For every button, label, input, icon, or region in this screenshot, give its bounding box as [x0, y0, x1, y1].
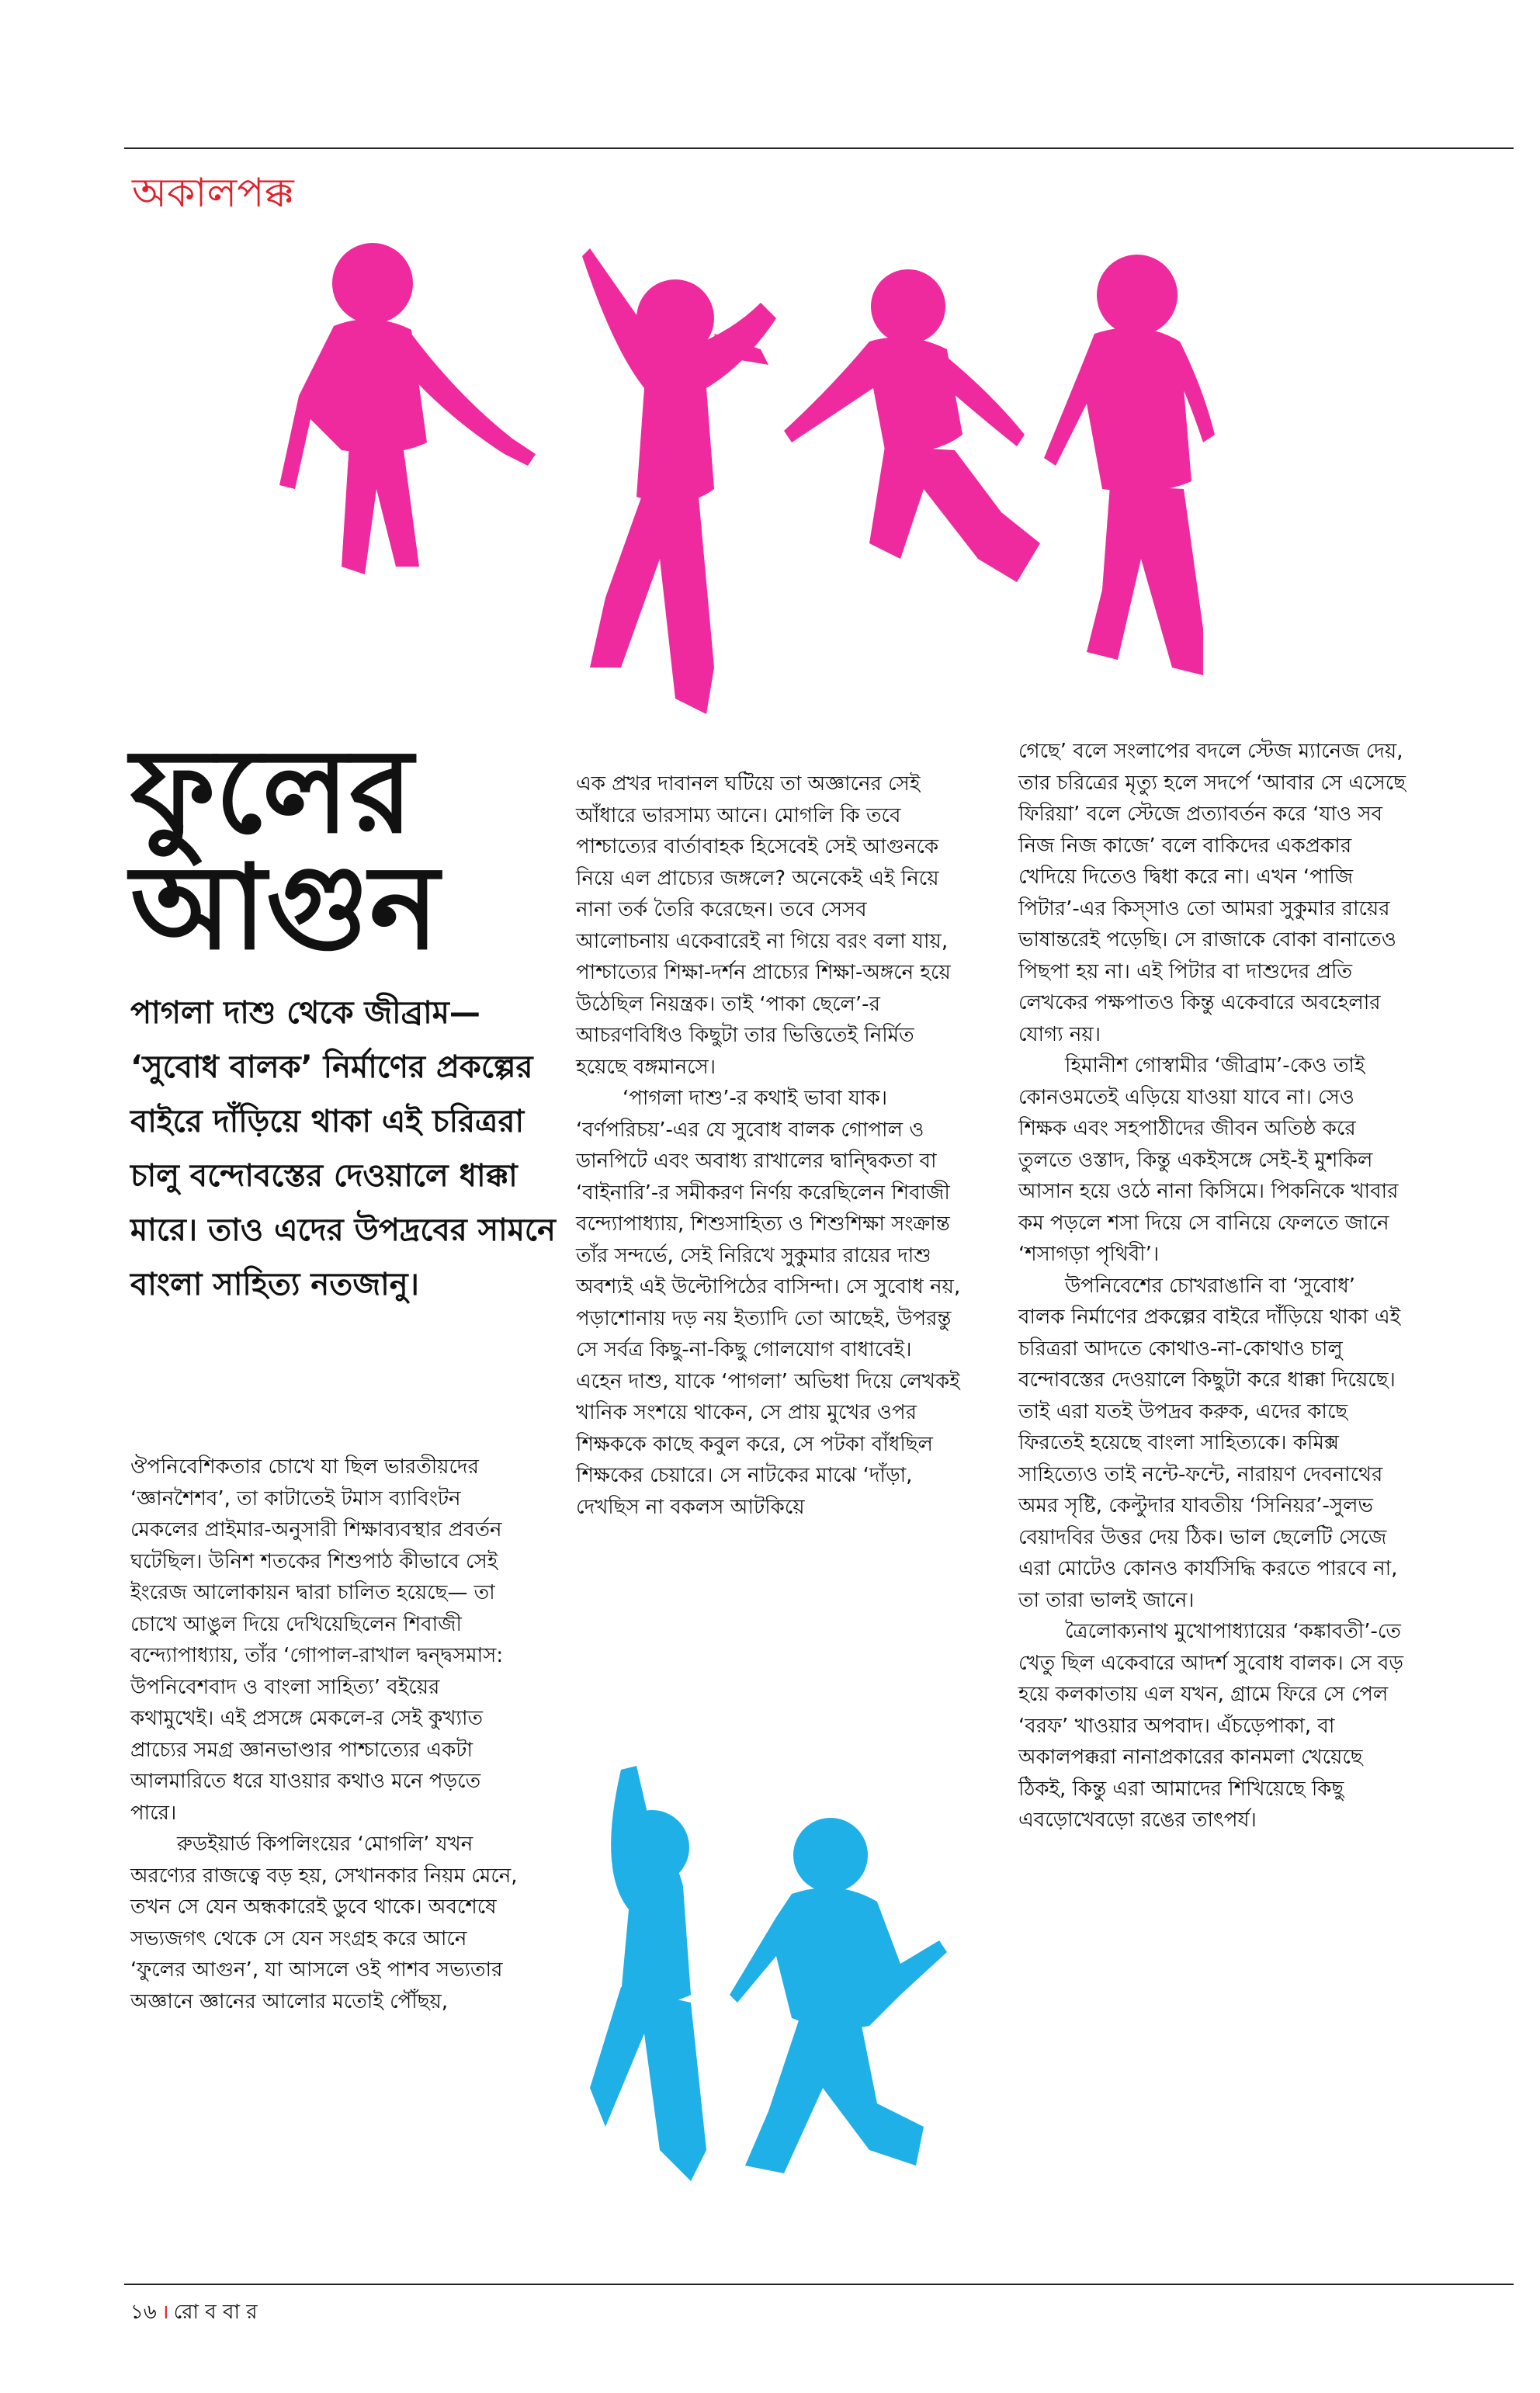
footer-separator: ।: [161, 2301, 169, 2324]
paragraph: রুডইয়ার্ড কিপলিংয়ের ‘মোগলি’ যখন অরণ্যের রাজত্বে বড় হয়, সেখানকার নিয়ম মেনে, তখন সে যেন অন্ধকারেই ডুবে থাকে। অবশেষে সভ্যজগৎ থেকে সে যেন সংগ্রহ করে আনে ‘ফুলের আগুন’, যা আসলে ওই পাশব সভ্যতার অজ্ঞানে জ্ঞানের আলোর মতোই পৌঁছয়,: [130, 1833, 518, 2013]
child-silhouette-1: [279, 243, 536, 574]
article-column-1: [130, 1451, 519, 2017]
jumping-children-blue-illustration: [574, 1762, 978, 2197]
child-silhouette-3: [784, 269, 1040, 582]
top-rule: [124, 147, 1514, 149]
headline: [130, 724, 565, 976]
bottom-rule: [124, 2284, 1514, 2285]
jumping-children-illustration: [279, 233, 1304, 745]
section-label: অকালপক্ক: [132, 170, 294, 217]
child-silhouette-6: [730, 1818, 947, 2173]
page-number: ১৬: [130, 2301, 157, 2324]
magazine-name: রো ব বা র: [173, 2301, 258, 2324]
deck-text: পাগলা দাশু থেকে জীব্রাম— ‘সুবোধ বালক’ নির্মাণের প্রকল্পের বাইরে দাঁড়িয়ে থাকা এই চরিত্ররা চালু বন্দোবস্তের দেওয়ালে ধাক্কা মারে। তাও এদের উপদ্রবের সামনে বাংলা সাহিত্য নতজানু।: [130, 995, 556, 1302]
paragraph: উপনিবেশের চোখরাঙানি বা ‘সুবোধ’ বালক নির্মাণের প্রকল্পের বাইরে দাঁড়িয়ে থাকা এই চরিত্ররা আদতে কোথাও-না-কোথাও চালু বন্দোবস্তের দেওয়ালে কিছুটা করে ধাক্কা দিয়েছে। তাই এরা যতই উপদ্রব করুক, এদের কাছে ফিরতেই হয়েছে বাংলা সাহিত্যকে। কমিক্স সাহিত্যেও তাই নন্টে-ফন্টে, নারায়ণ দেবনাথের অমর সৃষ্টি, কেল্টুদার যাবতীয় ‘সিনিয়র’-সুলভ বেয়াদবির উত্তর দেয় ঠিক। ভাল ছেলেটি সেজে এরা মোটেও কোনও কার্যসিদ্ধি করতে পারবে না, তা তারা ভালই জানে।: [1018, 1274, 1401, 1612]
child-silhouette-4: [1044, 255, 1215, 675]
article-column-3: [1018, 736, 1406, 1836]
headline-line-2: আগুন: [130, 841, 439, 976]
paragraph: হিমানীশ গোস্বামীর ‘জীব্রাম’-কেও তাই কোনওমতেই এড়িয়ে যাওয়া যাবে না। সেও শিক্ষক এবং সহপাঠীদের জীবন অতিষ্ঠ করে তুলতে ওস্তাদ, কিন্তু একইসঙ্গে সেই-ই মুশকিল আসান হয়ে ওঠে নানা কিসিমে। পিকনিকে খাবার কম পড়লে শসা দিয়ে সে বানিয়ে ফেলতে জানে ‘শসাগড়া পৃথিবী’।: [1018, 1054, 1399, 1266]
article-column-2: [576, 768, 964, 1523]
child-silhouette-5: [590, 1766, 706, 2181]
paragraph: ঔপনিবেশিকতার চোখে যা ছিল ভারতীয়দের ‘জ্ঞানশৈশব’, তা কাটাতেই টমাস ব্যাবিংটন মেকলের প্রাইমার-অনুসারী শিক্ষাব্যবস্থার প্রবর্তন ঘটেছিল। উনিশ শতকের শিশুপাঠ কীভাবে সেই ইংরেজ আলোকায়ন দ্বারা চালিত হয়েছে— তা চোখে আঙুল দিয়ে দেখিয়েছিলেন শিবাজী বন্দ্যোপাধ্যায়, তাঁর ‘গোপাল-রাখাল দ্বন্দ্বসমাস: উপনিবেশবাদ ও বাংলা সাহিত্য’ বইয়ের কথামুখেই। এই প্রসঙ্গে মেকলে-র সেই কুখ্যাত প্রাচ্যের সমগ্র জ্ঞানভাণ্ডার পাশ্চাত্যের একটা আলমারিতে ধরে যাওয়ার কথাও মনে পড়তে পারে।: [130, 1455, 504, 1825]
paragraph: ত্রৈলোক্যনাথ মুখোপাধ্যায়ের ‘কঙ্কাবতী’-তে খেতু ছিল একেবারে আদর্শ সুবোধ বালক। সে বড় হয়ে কলকাতায় এল যখন, গ্রামে ফিরে সে পেল ‘বরফ’ খাওয়ার অপবাদ। এঁচড়েপাকা, বা অকালপক্করা নানাপ্রকারের কানমলা খেয়েছে ঠিকই, কিন্তু এরা আমাদের শিখিয়েছে কিছু এবড়োখেবড়ো রঙের তাৎপর্য।: [1018, 1620, 1403, 1832]
paragraph: গেছে’ বলে সংলাপের বদলে স্টেজ ম্যানেজ দেয়, তার চরিত্রের মৃত্যু হলে সদর্পে ‘আবার সে এসেছে ফিরিয়া’ বলে স্টেজে প্রত্যাবর্তন করে ‘যাও সব নিজ নিজ কাজে’ বলে বাকিদের একপ্রকার খেদিয়ে দিতেও দ্বিধা করে না। এখন ‘পাজি পিটার’-এর কিস্‌সাও তো আমরা সুকুমার রায়ের ভাষান্তরেই পড়েছি। সে রাজাকে বোকা বানাতেও পিছপা হয় না। এই পিটার বা দাশুদের প্রতি লেখকের পক্ষপাতও কিন্তু একেবারে অবহেলার যোগ্য নয়।: [1018, 740, 1406, 1046]
page-footer: [130, 2296, 258, 2330]
paragraph: এক প্রখর দাবানল ঘটিয়ে তা অজ্ঞানের সেই আঁধারে ভারসাম্য আনে। মোগলি কি তবে পাশ্চাত্যের বার্তাবাহক হিসেবেই সেই আগুনকে নিয়ে এল প্রাচ্যের জঙ্গলে? অনেকেই এই নিয়ে নানা তর্ক তৈরি করেছেন। তবে সেসব আলোচনায় একেবারেই না গিয়ে বরং বলা যায়, পাশ্চাত্যের শিক্ষা-দর্শন প্রাচ্যের শিক্ষা-অঙ্গনে হয়ে উঠেছিল নিয়ন্ত্রক। তাই ‘পাকা ছেলে’-র আচরণবিধিও কিছুটা তার ভিত্তিতেই নির্মিত হয়েছে বঙ্গমানসে।: [576, 772, 951, 1079]
headline-line-1: ফুলের: [130, 724, 414, 859]
paragraph: ‘পাগলা দাশু’-র কথাই ভাবা যাক। ‘বর্ণপরিচয়’-এর যে সুবোধ বালক গোপাল ও ডানপিটে এবং অবাধ্য রাখালের দ্বান্দ্বিকতা বা ‘বাইনারি’-র সমীকরণ নির্ণয় করেছিলেন শিবাজী বন্দ্যোপাধ্যায়, শিশুসাহিত্য ও শিশুশিক্ষা সংক্রান্ত তাঁর সন্দর্ভে, সেই নিরিখে সুকুমার রায়ের দাশু অবশ্যই এই উল্টোপিঠের বাসিন্দা। সে সুবোধ নয়, পড়াশোনায় দড় নয় ইত্যাদি তো আছেই, উপরন্তু সে সর্বত্র কিছু-না-কিছু গোলযোগ বাধাবেই। এহেন দাশু, যাকে ‘পাগলা’ অভিধা দিয়ে লেখকই খানিক সংশয়ে থাকেন, সে প্রায় মুখের ওপর শিক্ষককে কাছে কবুল করে, সে পটকা বাঁধছিল শিক্ষকের চেয়ারে। সে নাটকের মাঝে ‘দাঁড়া, দেখছিস না বকলস আটকিয়ে: [576, 1087, 961, 1519]
child-silhouette-2: [582, 248, 776, 714]
